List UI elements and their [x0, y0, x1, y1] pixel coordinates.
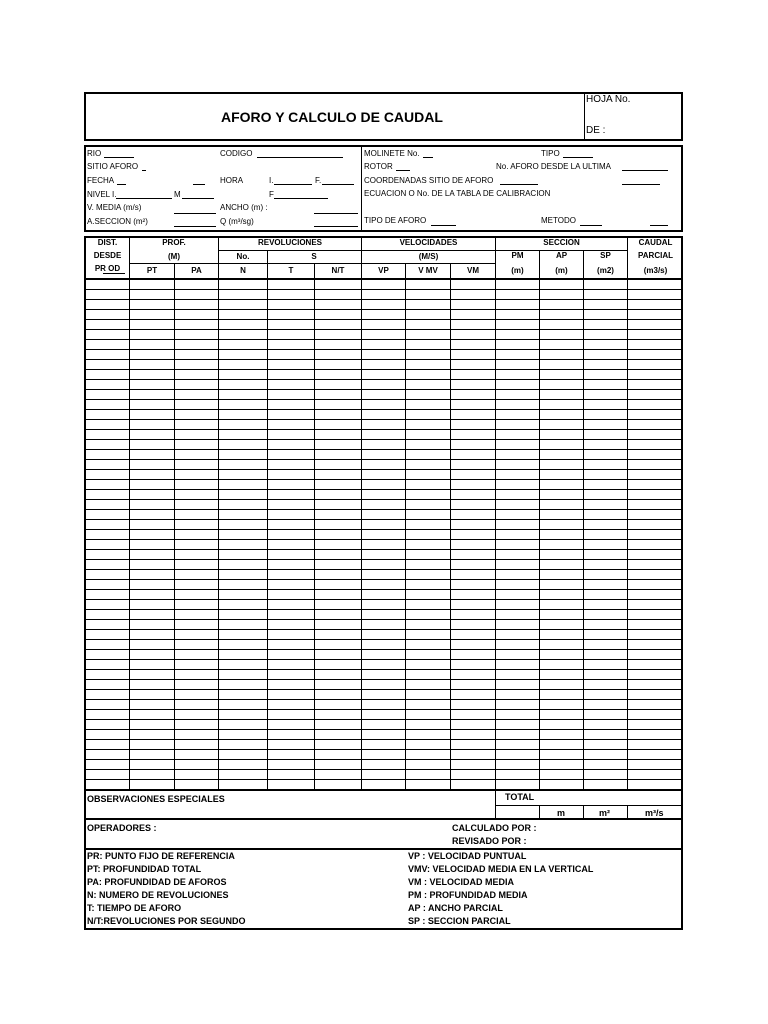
- rio-label: RIO: [87, 149, 102, 158]
- table-row-line: [84, 519, 683, 520]
- table-row-line: [84, 379, 683, 380]
- col-t-header: T: [288, 266, 294, 275]
- coordenadas-line-2: [622, 184, 660, 185]
- table-row-line: [84, 399, 683, 400]
- legend-left-item: PA: PROFUNDIDAD DE AFOROS: [87, 877, 227, 887]
- table-row-line: [84, 389, 683, 390]
- col-vm-header: VM: [467, 266, 479, 275]
- table-row-line: [84, 659, 683, 660]
- col-ap-header: AP: [555, 251, 568, 260]
- rotor-label: ROTOR: [364, 162, 393, 171]
- col-vmv-header: V MV: [418, 266, 438, 275]
- col-rev-header: REVOLUCIONES: [257, 238, 322, 247]
- col-divider-minor: [174, 263, 175, 789]
- codigo-line: [257, 157, 343, 158]
- col-divider-minor: [583, 263, 584, 789]
- table-row-line: [84, 539, 683, 540]
- fecha-label: FECHA: [87, 176, 115, 185]
- calculado-label: CALCULADO POR :: [452, 823, 537, 833]
- table-row-line: [84, 589, 683, 590]
- ancho-line: [314, 213, 358, 214]
- tipo-line: [563, 157, 593, 158]
- col-parcial-header: PARCIAL: [638, 251, 673, 260]
- legend-right-item: AP : ANCHO PARCIAL: [408, 903, 503, 913]
- nivel-m-line: [182, 198, 214, 199]
- table-row-line: [84, 489, 683, 490]
- form-title: AFORO Y CALCULO DE CAUDAL: [221, 109, 443, 125]
- table-row-line: [84, 329, 683, 330]
- col-pm-header: PM: [511, 251, 524, 260]
- col-vp-header: VP: [378, 266, 389, 275]
- table-row-line: [84, 429, 683, 430]
- table-row-line: [84, 729, 683, 730]
- table-row-line: [84, 689, 683, 690]
- legend-left-item: T: TIEMPO DE AFORO: [87, 903, 182, 913]
- col-dist-header-1: DIST.: [97, 238, 118, 247]
- table-row-line: [84, 569, 683, 570]
- col-prof-unit: (M): [168, 252, 180, 261]
- col-vel-unit: (M/S): [418, 252, 439, 261]
- legend-left-item: N/T:REVOLUCIONES POR SEGUNDO: [87, 916, 246, 926]
- nivel-f-label: F: [269, 190, 274, 199]
- table-row-line: [84, 419, 683, 420]
- col-divider-minor: [539, 250, 540, 263]
- metodo-line: [580, 225, 602, 226]
- total-line: [495, 805, 683, 806]
- table-row-line: [84, 649, 683, 650]
- no-aforo-label: No. AFORO DESDE LA ULTIMA: [496, 162, 611, 171]
- operadores-line: [84, 818, 683, 820]
- table-row-line: [84, 629, 683, 630]
- hora-i-label: I.: [269, 176, 274, 185]
- table-row-line: [84, 779, 683, 780]
- q-label: Q (m³/sg): [220, 217, 254, 226]
- col-rev-s: S: [311, 252, 317, 261]
- col-prof-header: PROF.: [162, 238, 186, 247]
- table-row-line: [84, 449, 683, 450]
- fecha-line-2: [193, 184, 205, 185]
- molinete-line: [423, 157, 433, 158]
- ecuacion-label: ECUACION O No. DE LA TABLA DE CALIBRACION: [364, 189, 551, 198]
- table-row-line: [84, 529, 683, 530]
- table-row-line: [84, 599, 683, 600]
- ancho-label: ANCHO (m) :: [220, 203, 268, 212]
- v-media-label: V. MEDIA (m/s): [87, 203, 142, 212]
- table-row-line: [84, 759, 683, 760]
- table-row-line: [84, 619, 683, 620]
- table-row-line: [84, 469, 683, 470]
- table-row-line: [84, 359, 683, 360]
- legend-right-item: VP : VELOCIDAD PUNTUAL: [408, 851, 527, 861]
- col-sp-header: SP: [600, 251, 611, 260]
- metodo-label: METODO: [541, 216, 576, 225]
- total-divider: [583, 805, 584, 818]
- table-row-line: [84, 499, 683, 500]
- col-pt-header: PT: [146, 266, 158, 275]
- legend-right-item: VMV: VELOCIDAD MEDIA EN LA VERTICAL: [408, 864, 594, 874]
- table-row-line: [84, 609, 683, 610]
- legend-line: [84, 848, 683, 850]
- table-row-line: [84, 409, 683, 410]
- col-caudal-unit: (m3/s): [643, 266, 668, 275]
- nivel-line: [116, 198, 172, 199]
- col-divider-minor: [405, 263, 406, 789]
- tipo-aforo-label: TIPO DE AFORO: [364, 216, 427, 225]
- col-pm-unit: (m): [511, 266, 524, 275]
- legend-left-item: N: NUMERO DE REVOLUCIONES: [87, 890, 229, 900]
- header-line-2: [130, 263, 495, 264]
- hora-label: HORA: [220, 176, 244, 185]
- legend-left-item: PT: PROFUNDIDAD TOTAL: [87, 864, 202, 874]
- nivel-m-label: M: [174, 190, 181, 199]
- fecha-line-1: [117, 184, 126, 185]
- metodo-line-2: [650, 225, 668, 226]
- sitio-aforo-line: [142, 170, 146, 171]
- table-row-line: [84, 319, 683, 320]
- legend-right-item: VM : VELOCIDAD MEDIA: [408, 877, 515, 887]
- col-rev-no: No.: [236, 252, 250, 261]
- q-line: [314, 226, 358, 227]
- col-dist-header-2: DESDE: [93, 251, 122, 260]
- legend-right-item: PM : PROFUNDIDAD MEDIA: [408, 890, 528, 900]
- coordenadas-label: COORDENADAS SITIO DE AFORO: [364, 176, 494, 185]
- rotor-line: [396, 170, 410, 171]
- table-row-line: [84, 299, 683, 300]
- observaciones-label: OBSERVACIONES ESPECIALES: [87, 794, 225, 804]
- table-row-line: [84, 749, 683, 750]
- a-seccion-label: A.SECCION (m²): [87, 217, 148, 226]
- table-row-line: [84, 739, 683, 740]
- col-caudal-header: CAUDAL: [638, 238, 673, 247]
- revisado-label: REVISADO POR :: [452, 836, 527, 846]
- table-row-line: [84, 699, 683, 700]
- table-row-line: [84, 669, 683, 670]
- col-pa-header: PA: [191, 266, 202, 275]
- total-label: TOTAL: [505, 792, 535, 802]
- col-divider-minor: [539, 263, 540, 789]
- operadores-label: OPERADORES :: [87, 823, 157, 833]
- table-row-line: [84, 549, 683, 550]
- sitio-aforo-label: SITIO AFORO: [87, 162, 139, 171]
- molinete-label: MOLINETE No.: [364, 149, 420, 158]
- a-seccion-line: [174, 226, 216, 227]
- col-seccion-header: SECCION: [543, 238, 580, 247]
- v-media-line: [174, 213, 216, 214]
- coordenadas-line: [500, 184, 538, 185]
- col-n-header: N: [240, 266, 246, 275]
- col-divider-minor: [583, 250, 584, 263]
- nivel-f-line: [274, 198, 328, 199]
- table-row-line: [84, 349, 683, 350]
- table-row-line: [84, 289, 683, 290]
- de-label: DE :: [586, 125, 606, 136]
- col-divider-minor: [450, 263, 451, 789]
- table-row-line: [84, 459, 683, 460]
- table-row-line: [84, 639, 683, 640]
- legend-left-item: PR: PUNTO FIJO DE REFERENCIA: [87, 851, 235, 861]
- hora-i-line: [274, 184, 312, 185]
- header-divider: [584, 92, 585, 141]
- total-divider: [495, 789, 496, 818]
- hora-f-label: F.: [315, 176, 322, 185]
- table-row-line: [84, 309, 683, 310]
- table-row-line: [84, 769, 683, 770]
- tipo-label: TIPO: [541, 149, 560, 158]
- table-row-line: [84, 369, 683, 370]
- hoja-label: HOJA No.: [586, 94, 631, 105]
- legend-right-item: SP : SECCION PARCIAL: [408, 916, 511, 926]
- hora-f-line: [322, 184, 354, 185]
- col-nt-header: N/T: [331, 266, 345, 275]
- table-row-line: [84, 679, 683, 680]
- table-row-line: [84, 559, 683, 560]
- no-aforo-line: [622, 170, 668, 171]
- tipo-aforo-line: [431, 225, 456, 226]
- header-line-1: [219, 250, 495, 251]
- col-sp-unit: (m2): [597, 266, 614, 275]
- table-row-line: [84, 579, 683, 580]
- table-row-line: [84, 709, 683, 710]
- footer-top-line: [84, 789, 683, 791]
- col-vel-header: VELOCIDADES: [399, 238, 458, 247]
- table-row-line: [84, 339, 683, 340]
- header-line-1b: [496, 250, 627, 251]
- unit-m3s: m³/s: [645, 808, 664, 818]
- col-ap-unit: (m): [555, 266, 568, 275]
- table-row-line: [84, 719, 683, 720]
- table-row-line: [84, 479, 683, 480]
- table-row-line: [84, 439, 683, 440]
- unit-m: m: [557, 808, 566, 818]
- col-dist-header-3: PR OD: [94, 264, 121, 273]
- unit-m2: m²: [599, 808, 610, 818]
- col-divider-minor: [314, 263, 315, 789]
- total-divider: [627, 805, 628, 818]
- total-divider: [539, 805, 540, 818]
- table-row-line: [84, 509, 683, 510]
- codigo-label: CODIGO: [220, 149, 253, 158]
- pr-od-underline: [103, 273, 125, 274]
- info-divider: [361, 145, 362, 232]
- rio-line: [104, 157, 134, 158]
- nivel-label: NIVEL I.: [87, 190, 117, 199]
